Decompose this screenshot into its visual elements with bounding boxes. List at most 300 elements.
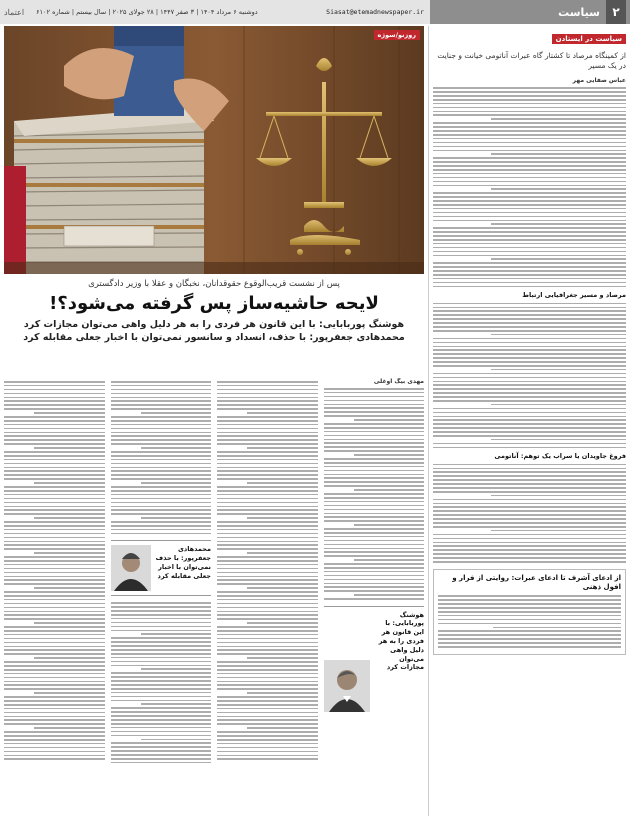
body-text-line bbox=[4, 474, 105, 476]
body-text-line bbox=[324, 501, 425, 503]
section-email[interactable]: Siasat@etemadnewspaper.ir bbox=[326, 8, 424, 16]
body-text-line bbox=[111, 428, 212, 430]
body-text-line bbox=[433, 408, 626, 410]
body-text-line bbox=[4, 416, 105, 418]
body-text-line bbox=[324, 493, 425, 495]
body-text-line bbox=[217, 439, 318, 441]
body-text-line bbox=[433, 443, 626, 445]
body-text-line bbox=[217, 599, 318, 601]
body-text-line bbox=[438, 599, 621, 601]
body-text-line bbox=[217, 385, 318, 387]
body-text-line bbox=[217, 743, 318, 745]
body-text-line bbox=[4, 751, 105, 753]
body-text-line bbox=[217, 541, 318, 543]
newspaper-logo: اعتماد bbox=[4, 7, 25, 17]
body-text-line bbox=[111, 680, 212, 682]
body-text-line bbox=[433, 514, 626, 516]
body-text-line bbox=[111, 494, 212, 496]
body-text-line bbox=[4, 463, 105, 465]
body-text-line bbox=[433, 526, 626, 528]
body-text-line bbox=[4, 502, 105, 504]
body-text-line bbox=[491, 258, 626, 260]
body-text-line bbox=[111, 637, 212, 639]
body-text-line bbox=[4, 642, 105, 644]
header-info-bar bbox=[0, 0, 430, 24]
body-text-line bbox=[4, 424, 105, 426]
body-text-line bbox=[247, 447, 317, 449]
body-text-line bbox=[217, 747, 318, 749]
body-text-line bbox=[433, 447, 626, 449]
body-text-line bbox=[433, 326, 626, 328]
article-column-3-text-b bbox=[111, 602, 212, 763]
article-column-3-text-a bbox=[111, 381, 212, 534]
body-text-line bbox=[324, 583, 425, 585]
body-text-line bbox=[111, 618, 212, 620]
body-text-line bbox=[433, 91, 626, 93]
body-text-line bbox=[433, 314, 626, 316]
body-text-line bbox=[324, 590, 425, 592]
body-text-line bbox=[4, 564, 105, 566]
body-text-line bbox=[433, 227, 626, 229]
body-text-line bbox=[217, 467, 318, 469]
body-text-line bbox=[438, 615, 621, 617]
body-text-line bbox=[433, 503, 626, 505]
body-text-line bbox=[324, 470, 425, 472]
body-text-line bbox=[491, 404, 626, 406]
body-text-line bbox=[433, 396, 626, 398]
body-text-line bbox=[4, 548, 105, 550]
body-text-line bbox=[111, 490, 212, 492]
body-text-line bbox=[111, 381, 212, 383]
body-text-line bbox=[354, 419, 424, 421]
body-text-line bbox=[324, 450, 425, 452]
body-text-line bbox=[4, 451, 105, 453]
body-text-line bbox=[433, 342, 626, 344]
body-text-line bbox=[217, 513, 318, 515]
body-text-line bbox=[324, 540, 425, 542]
body-text-line bbox=[217, 478, 318, 480]
body-text-line bbox=[217, 603, 318, 605]
body-text-line bbox=[438, 595, 621, 597]
body-text-line bbox=[433, 192, 626, 194]
body-text-line bbox=[4, 731, 105, 733]
body-text-line bbox=[111, 385, 212, 387]
body-text-line bbox=[111, 455, 212, 457]
body-text-line bbox=[4, 758, 105, 760]
article-author: مهدی بیگ اوغلی bbox=[373, 378, 424, 385]
body-text-line bbox=[217, 681, 318, 683]
body-text-line bbox=[433, 107, 626, 109]
body-text-line bbox=[111, 645, 212, 647]
body-text-line bbox=[217, 455, 318, 457]
body-text-line bbox=[433, 247, 626, 249]
body-text-line bbox=[4, 428, 105, 430]
body-text-line bbox=[433, 134, 626, 136]
body-text-line bbox=[217, 653, 318, 655]
body-text-line bbox=[111, 715, 212, 717]
body-text-line bbox=[433, 499, 626, 501]
body-text-line bbox=[34, 657, 104, 659]
body-text-line bbox=[217, 669, 318, 671]
body-text-line bbox=[4, 716, 105, 718]
body-text-line bbox=[433, 212, 626, 214]
right-subhead-2: فروغ جاویدان یا سراب یک توهم: آناتومی bbox=[494, 452, 626, 461]
body-text-line bbox=[111, 424, 212, 426]
body-text-line bbox=[111, 397, 212, 399]
body-text-line bbox=[4, 743, 105, 745]
body-text-line bbox=[217, 556, 318, 558]
body-text-line bbox=[247, 692, 317, 694]
body-text-line bbox=[217, 688, 318, 690]
body-text-line bbox=[433, 274, 626, 276]
body-text-line bbox=[433, 161, 626, 163]
body-text-line bbox=[324, 520, 425, 522]
body-text-line bbox=[433, 475, 626, 477]
body-text-line bbox=[141, 633, 211, 635]
body-text-line bbox=[324, 388, 425, 390]
body-text-line bbox=[217, 642, 318, 644]
body-text-line bbox=[433, 231, 626, 233]
body-text-line bbox=[324, 431, 425, 433]
body-text-line bbox=[217, 432, 318, 434]
body-text-line bbox=[111, 533, 212, 535]
body-text-line bbox=[217, 611, 318, 613]
body-text-line bbox=[111, 463, 212, 465]
body-text-line bbox=[217, 614, 318, 616]
article-column-1-text bbox=[324, 388, 425, 600]
body-text-line bbox=[4, 393, 105, 395]
body-text-line bbox=[111, 665, 212, 667]
body-text-line bbox=[111, 521, 212, 523]
body-text-line bbox=[247, 517, 317, 519]
body-text-line bbox=[438, 619, 621, 621]
body-text-line bbox=[111, 467, 212, 469]
body-text-line bbox=[217, 564, 318, 566]
body-text-line bbox=[433, 318, 626, 320]
body-text-line bbox=[111, 684, 212, 686]
main-article bbox=[4, 26, 424, 816]
body-text-line bbox=[4, 603, 105, 605]
body-text-line bbox=[433, 243, 626, 245]
article-subtitle-line-2: محمدهادی جعفرپور: با حذف، انسداد و سانسور نمی‌توان با اخبار جعلی مقابله کرد bbox=[23, 332, 405, 344]
body-text-line bbox=[4, 560, 105, 562]
file-folders-stack bbox=[4, 106, 214, 274]
body-text-line bbox=[324, 536, 425, 538]
body-text-line bbox=[111, 486, 212, 488]
body-text-line bbox=[433, 122, 626, 124]
inset-jafarpour bbox=[111, 540, 212, 596]
body-text-line bbox=[4, 684, 105, 686]
body-text-line bbox=[111, 676, 212, 678]
body-text-line bbox=[217, 677, 318, 679]
body-text-line bbox=[433, 416, 626, 418]
body-text-line bbox=[324, 598, 425, 600]
article-columns bbox=[4, 378, 424, 816]
body-text-line bbox=[433, 126, 626, 128]
body-text-line bbox=[433, 468, 626, 470]
body-text-line bbox=[111, 700, 212, 702]
body-text-line bbox=[217, 529, 318, 531]
body-text-line bbox=[433, 538, 626, 540]
body-text-line bbox=[217, 506, 318, 508]
body-text-line bbox=[354, 489, 424, 491]
body-text-line bbox=[324, 446, 425, 448]
article-subtitle-line-1: هوشنگ پوربابایی: با این قانون هر فردی را به هر دلیل واهی می‌توان مجازات کرد bbox=[23, 319, 405, 330]
right-subhead-1: مرصاد و مسیر جغرافیایی ارتباط bbox=[522, 291, 626, 300]
body-text-line bbox=[433, 522, 626, 524]
body-text-line bbox=[217, 583, 318, 585]
body-text-line bbox=[141, 412, 211, 414]
body-text-line bbox=[4, 435, 105, 437]
body-text-line bbox=[4, 739, 105, 741]
body-text-line bbox=[324, 567, 425, 569]
body-text-line bbox=[4, 665, 105, 667]
body-text-line bbox=[433, 173, 626, 175]
body-text-line bbox=[433, 165, 626, 167]
body-text-line bbox=[111, 626, 212, 628]
body-text-line bbox=[433, 150, 626, 152]
section-name: سیاست bbox=[558, 5, 600, 19]
pull-quote-box bbox=[324, 606, 425, 716]
body-text-line bbox=[324, 404, 425, 406]
body-text-line bbox=[111, 470, 212, 472]
body-text-line bbox=[4, 653, 105, 655]
body-text-line bbox=[491, 369, 626, 371]
body-text-line bbox=[4, 719, 105, 721]
body-text-line bbox=[217, 696, 318, 698]
body-text-line bbox=[4, 521, 105, 523]
body-text-line bbox=[111, 653, 212, 655]
body-text-line bbox=[217, 700, 318, 702]
courtroom-photo-illustration bbox=[4, 26, 424, 274]
body-text-line bbox=[433, 431, 626, 433]
body-text-line bbox=[4, 708, 105, 710]
body-text-line bbox=[4, 661, 105, 663]
body-text-line bbox=[491, 153, 626, 155]
body-text-line bbox=[433, 111, 626, 113]
body-text-line bbox=[493, 627, 621, 629]
body-text-line bbox=[324, 427, 425, 429]
body-text-line bbox=[324, 435, 425, 437]
body-text-line bbox=[111, 661, 212, 663]
body-text-line bbox=[438, 611, 621, 613]
body-text-line bbox=[324, 458, 425, 460]
body-text-line bbox=[433, 349, 626, 351]
body-text-line bbox=[433, 427, 626, 429]
body-text-line bbox=[111, 502, 212, 504]
body-text-line bbox=[433, 185, 626, 187]
body-text-line bbox=[217, 443, 318, 445]
body-text-line bbox=[217, 630, 318, 632]
article-kicker: پس از نشست قریب‌الوقوع حقوقدانان، نخبگان و عقلا با وزیر دادگستری bbox=[88, 279, 340, 289]
body-text-line bbox=[324, 505, 425, 507]
body-text-line bbox=[4, 556, 105, 558]
body-text-line bbox=[111, 408, 212, 410]
body-text-line bbox=[4, 404, 105, 406]
lead-photo bbox=[4, 26, 424, 274]
body-text-line bbox=[34, 412, 104, 414]
body-text-line bbox=[111, 742, 212, 744]
body-text-line bbox=[433, 307, 626, 309]
body-text-line bbox=[217, 525, 318, 527]
right-column-article bbox=[428, 26, 626, 816]
page-header bbox=[0, 0, 630, 24]
body-text-line bbox=[217, 638, 318, 640]
body-text-line bbox=[141, 447, 211, 449]
body-text-line bbox=[111, 432, 212, 434]
body-text-line bbox=[217, 537, 318, 539]
page-number: ۲ bbox=[606, 0, 626, 24]
body-text-line bbox=[217, 548, 318, 550]
body-text-line bbox=[217, 533, 318, 535]
body-text-line bbox=[324, 555, 425, 557]
body-text-line bbox=[491, 118, 626, 120]
body-text-line bbox=[217, 735, 318, 737]
body-text-line bbox=[324, 407, 425, 409]
body-text-line bbox=[4, 579, 105, 581]
body-text-line bbox=[433, 518, 626, 520]
body-text-line bbox=[34, 517, 104, 519]
body-text-line bbox=[433, 303, 626, 305]
body-text-line bbox=[217, 704, 318, 706]
body-text-line bbox=[217, 424, 318, 426]
body-text-line bbox=[217, 416, 318, 418]
body-text-line bbox=[4, 673, 105, 675]
body-text-line bbox=[217, 595, 318, 597]
body-text-line bbox=[433, 510, 626, 512]
body-text-line bbox=[217, 684, 318, 686]
body-text-line bbox=[4, 611, 105, 613]
body-text-line bbox=[217, 716, 318, 718]
body-text-line bbox=[217, 428, 318, 430]
body-text-line bbox=[324, 485, 425, 487]
body-text-line bbox=[433, 169, 626, 171]
body-text-line bbox=[217, 498, 318, 500]
body-text-line bbox=[4, 486, 105, 488]
right-sub-headline: از کمینگاه مرصاد تا کشتار گاه عبرات آناتومی خیانت و جنایت در یک مسیر bbox=[437, 51, 626, 71]
body-text-line bbox=[324, 466, 425, 468]
body-text-line bbox=[111, 707, 212, 709]
body-text-line bbox=[217, 607, 318, 609]
body-text-line bbox=[141, 482, 211, 484]
body-text-line bbox=[354, 559, 424, 561]
right-headline-block bbox=[433, 51, 626, 71]
body-text-line bbox=[433, 377, 626, 379]
body-text-line bbox=[433, 181, 626, 183]
body-text-line bbox=[433, 87, 626, 89]
body-text-line bbox=[4, 533, 105, 535]
body-text-line bbox=[217, 494, 318, 496]
body-text-line bbox=[247, 622, 317, 624]
body-text-line bbox=[433, 506, 626, 508]
body-text-line bbox=[217, 463, 318, 465]
body-text-line bbox=[4, 537, 105, 539]
body-text-line bbox=[433, 251, 626, 253]
body-text-line bbox=[111, 416, 212, 418]
body-text-line bbox=[433, 282, 626, 284]
body-text-line bbox=[4, 614, 105, 616]
body-text-line bbox=[217, 486, 318, 488]
body-text-line bbox=[324, 571, 425, 573]
body-text-line bbox=[324, 477, 425, 479]
body-text-line bbox=[433, 384, 626, 386]
portrait-jafarpour-image bbox=[111, 545, 151, 591]
body-text-line bbox=[324, 474, 425, 476]
body-text-line bbox=[217, 490, 318, 492]
body-text-line bbox=[4, 400, 105, 402]
body-text-line bbox=[111, 509, 212, 511]
body-text-line bbox=[433, 146, 626, 148]
body-text-line bbox=[433, 361, 626, 363]
body-text-line bbox=[4, 439, 105, 441]
body-text-line bbox=[34, 622, 104, 624]
body-text-line bbox=[433, 262, 626, 264]
body-text-line bbox=[217, 618, 318, 620]
body-text-line bbox=[111, 389, 212, 391]
body-text-line bbox=[354, 524, 424, 526]
body-text-line bbox=[34, 692, 104, 694]
body-text-line bbox=[217, 626, 318, 628]
body-text-line bbox=[4, 638, 105, 640]
body-text-line bbox=[491, 188, 626, 190]
body-text-line bbox=[4, 595, 105, 597]
dateline: دوشنبه ۶ مرداد ۱۴۰۴ | ۳ صفر ۱۴۴۷ | ۲۸ جولای ۲۰۲۵ | سال بیستم | شماره ۶۱۰۲ bbox=[36, 8, 258, 16]
body-text-line bbox=[433, 204, 626, 206]
body-text-line bbox=[433, 338, 626, 340]
body-text-line bbox=[4, 634, 105, 636]
body-text-line bbox=[438, 642, 621, 644]
body-text-line bbox=[491, 530, 626, 532]
body-text-line bbox=[433, 220, 626, 222]
body-text-line bbox=[4, 618, 105, 620]
body-text-line bbox=[217, 731, 318, 733]
body-text-line bbox=[433, 114, 626, 116]
body-text-line bbox=[4, 568, 105, 570]
article-column-2-text bbox=[217, 381, 318, 760]
body-text-line bbox=[111, 610, 212, 612]
body-text-line bbox=[4, 607, 105, 609]
body-text-line bbox=[433, 103, 626, 105]
body-text-line bbox=[433, 557, 626, 559]
body-text-line bbox=[433, 487, 626, 489]
body-text-line bbox=[324, 392, 425, 394]
body-text-line bbox=[4, 696, 105, 698]
body-text-line bbox=[217, 579, 318, 581]
body-text-line bbox=[141, 703, 211, 705]
body-text-line bbox=[217, 673, 318, 675]
body-text-line bbox=[433, 239, 626, 241]
body-text-line bbox=[433, 278, 626, 280]
body-text-line bbox=[111, 641, 212, 643]
body-text-line bbox=[433, 270, 626, 272]
body-text-line bbox=[324, 563, 425, 565]
body-text-line bbox=[111, 657, 212, 659]
body-text-line bbox=[433, 561, 626, 563]
body-text-line bbox=[4, 498, 105, 500]
body-text-line bbox=[324, 528, 425, 530]
body-text-line bbox=[111, 506, 212, 508]
body-text-line bbox=[324, 575, 425, 577]
body-text-line bbox=[141, 668, 211, 670]
body-text-line bbox=[111, 404, 212, 406]
body-text-line bbox=[217, 665, 318, 667]
body-text-line bbox=[111, 762, 212, 764]
body-text-line bbox=[4, 509, 105, 511]
body-text-line bbox=[433, 549, 626, 551]
body-text-line bbox=[324, 411, 425, 413]
body-text-line bbox=[217, 420, 318, 422]
body-text-line bbox=[217, 435, 318, 437]
